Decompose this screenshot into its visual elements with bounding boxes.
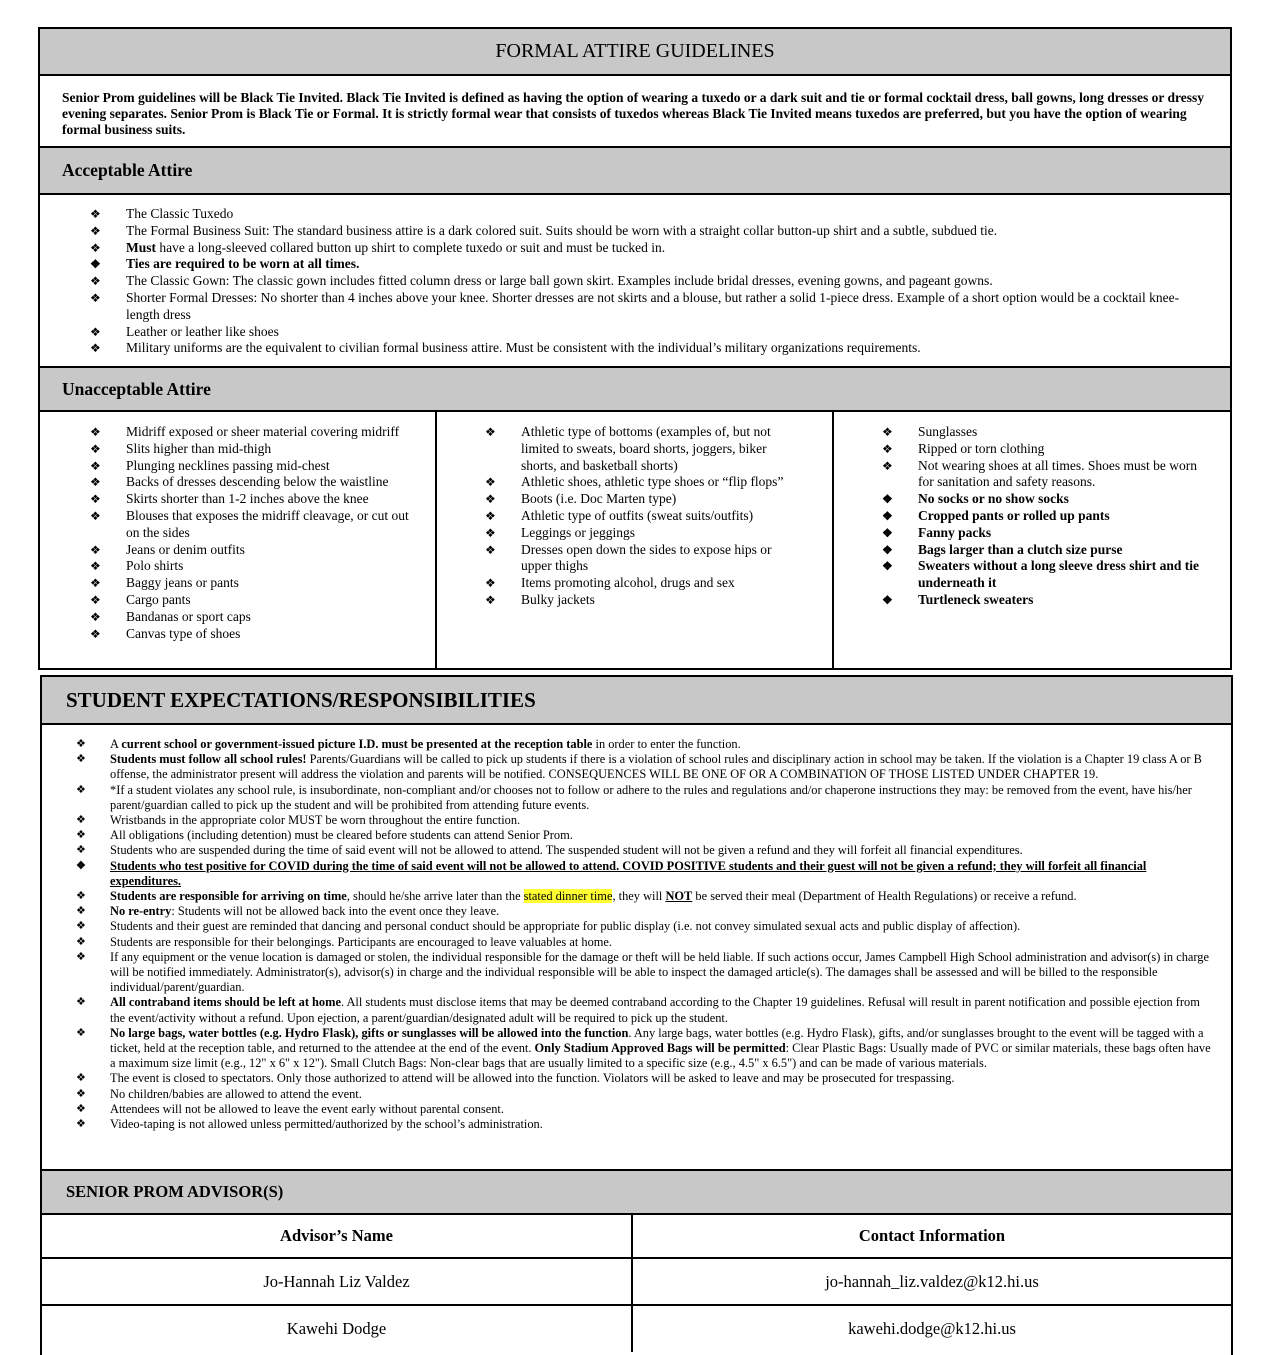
unacceptable-list-3 bbox=[918, 424, 1210, 609]
list-item: ❖ The Formal Business Suit: The standard business attire is a dark colored suit. Suits should be worn with a straight collar button-up shirt and a subtle, subdued tie. bbox=[126, 223, 1190, 240]
list-item: ❖ Midriff exposed or sheer material covering midriff bbox=[126, 424, 423, 441]
bold-text: No re-entry bbox=[110, 904, 172, 919]
list-item: ❖ *If a student violates any school rule, is insubordinate, non-compliant and/or chooses not to follow or adhere to the rules and regulations and/or chaperone instructions they may: be removed from the event, have his/her parent/guardian called to pick up the student and will be prohibited from attending future events. bbox=[110, 783, 1215, 813]
list-item: ❖ Canvas type of shoes bbox=[126, 626, 423, 643]
advisor-name: Kawehi Dodge bbox=[42, 1306, 633, 1352]
list-item: ❖ Turtleneck sweaters bbox=[918, 592, 1210, 609]
list-item: ❖ The Classic Tuxedo bbox=[126, 206, 1190, 223]
bold-text: Only Stadium Approved Bags will be permitted bbox=[534, 1041, 786, 1056]
unacceptable-attire-columns bbox=[40, 412, 1230, 670]
acceptable-attire-heading-text: Acceptable Attire bbox=[62, 160, 193, 180]
list-item: ❖ Slits higher than mid-thigh bbox=[126, 441, 423, 458]
list-item: ❖ Ripped or torn clothing bbox=[918, 441, 1210, 458]
list-item bbox=[110, 737, 1215, 752]
list-item: ❖ Wristbands in the appropriate color MUST be worn throughout the entire function. bbox=[110, 813, 1215, 828]
item-text: A bbox=[110, 737, 122, 751]
advisors-header-row bbox=[42, 1215, 1231, 1259]
list-item: ❖ Not wearing shoes at all times. Shoes must be worn for sanitation and safety reasons. bbox=[918, 458, 1210, 492]
expectations-section bbox=[42, 725, 1231, 1171]
bold-text: All contraband items should be left at home bbox=[110, 995, 341, 1010]
list-item: ❖ Students and their guest are reminded that dancing and personal conduct should be appropriate for public display (i.e. not convey simulated sexual acts and public display of affection). bbox=[110, 919, 1215, 934]
contact-info-header: Contact Information bbox=[858, 1226, 1006, 1245]
list-item: ❖ Dresses open down the sides to expose hips or upper thighs bbox=[521, 542, 786, 576]
list-item: ❖ Students who test positive for COVID during the time of said event will not be allowed to attend. COVID POSITIVE students and their guest will not be given a refund; they will forfeit all financial expenditures. bbox=[110, 859, 1215, 889]
list-item: ❖ Video-taping is not allowed unless permitted/authorized by the school’s administration. bbox=[110, 1117, 1215, 1132]
list-item: ❖ Shorter Formal Dresses: No shorter than 4 inches above your knee. Shorter dresses are not skirts and a blouse, but rather a solid 1-piece dress. Example of a short option would be a cocktail knee-length dress bbox=[126, 290, 1190, 324]
item-text: . Any large bags, water bottles (e.g. Hydro Flask), gifts, and/or sunglasses brought to the event will be tagged with a ticket, held at the reception table, and returned to the attendee at the end of the event. bbox=[110, 1025, 1204, 1056]
acceptable-attire-section bbox=[40, 195, 1230, 368]
list-item: ❖ Plunging necklines passing mid-chest bbox=[126, 458, 423, 475]
acceptable-attire-list bbox=[126, 206, 1190, 357]
list-item: ❖ The event is closed to spectators. Only those authorized to attend will be allowed into the function. Violators will be asked to leave and may be prosecuted for trespassing. bbox=[110, 1071, 1215, 1086]
list-item: ❖ Backs of dresses descending below the waistline bbox=[126, 474, 423, 491]
list-item: ❖ Leggings or jeggings bbox=[521, 525, 786, 542]
list-item: ❖ Bandanas or sport caps bbox=[126, 609, 423, 626]
item-text: . All students must disclose items that may be deemed contraband according to the Chapter 19 guidelines. Refusal will result in parent notification and possible ejection from the event/activity without a refund. Upon ejection, a parent/guardian/designated adult will be required to pick up the student. bbox=[110, 995, 1200, 1025]
bold-text: current school or government-issued picture I.D. must be presented at the reception table bbox=[121, 737, 593, 751]
student-expectations-table bbox=[40, 675, 1233, 1355]
list-item: ❖ Bags larger than a clutch size purse bbox=[918, 542, 1210, 559]
list-item: ❖ Cargo pants bbox=[126, 592, 423, 609]
unacceptable-column-1 bbox=[40, 412, 437, 670]
list-item: ❖ The Classic Gown: The classic gown includes fitted column dress or large ball gown skirt. Examples include bridal dresses, evening gowns, and pageant gowns. bbox=[126, 273, 1190, 290]
unacceptable-attire-heading-text: Unacceptable Attire bbox=[62, 378, 211, 399]
expectations-list bbox=[110, 737, 1215, 1132]
item-text: : Students will not be allowed back into the event once they leave. bbox=[171, 904, 500, 919]
highlighted-text: stated dinner time bbox=[523, 889, 613, 904]
list-item: ❖ No socks or no show socks bbox=[918, 491, 1210, 508]
bold-text: Students are responsible for arriving on time bbox=[110, 889, 347, 904]
list-item: ❖ Sweaters without a long sleeve dress shirt and tie underneath it bbox=[918, 558, 1210, 592]
list-item: ❖ Fanny packs bbox=[918, 525, 1210, 542]
list-item: ❖ Athletic type of bottoms (examples of, but not limited to sweats, board shorts, joggers, biker shorts, and basketball shorts) bbox=[521, 424, 786, 474]
list-item bbox=[110, 995, 1215, 1025]
list-item: ❖ Boots (i.e. Doc Marten type) bbox=[521, 491, 786, 508]
advisor-email-link[interactable]: jo-hannah_liz.valdez@k12.hi.us bbox=[825, 1271, 1039, 1291]
list-item bbox=[110, 904, 1215, 919]
list-item: ❖ If any equipment or the venue location is damaged or stolen, the individual responsible for the damage or theft will be held liable. If such actions occur, James Campbell High School administration and advisor(s) in charge will be notified immediately. Administrator(s), advisor(s) in charge and the individual responsible will be able to inspect the damaged article(s). The damages shall be assessed and will be billed to the responsible individual/parent/guardian. bbox=[110, 950, 1215, 996]
list-item: ❖ Ties are required to be worn at all times. bbox=[126, 256, 1190, 273]
list-item: ❖ Jeans or denim outfits bbox=[126, 542, 423, 559]
list-item: ❖ Athletic type of outfits (sweat suits/outfits) bbox=[521, 508, 786, 525]
list-item: ❖ Attendees will not be allowed to leave the event early without parental consent. bbox=[110, 1102, 1215, 1117]
list-item: ❖ Bulky jackets bbox=[521, 592, 786, 609]
item-text: be served their meal (Department of Health Regulations) or receive a refund. bbox=[692, 889, 1077, 904]
formal-attire-table bbox=[38, 27, 1232, 670]
expectations-title-text: STUDENT EXPECTATIONS/RESPONSIBILITIES bbox=[66, 687, 536, 712]
item-text: , should he/she arrive later than the bbox=[346, 889, 524, 904]
list-item: ❖ Skirts shorter than 1-2 inches above the knee bbox=[126, 491, 423, 508]
list-item bbox=[126, 240, 1190, 257]
list-item-text: have a long-sleeved collared button up shirt to complete tuxedo or suit and must be tucked in. bbox=[156, 239, 666, 255]
list-item: ❖ Blouses that exposes the midriff cleavage, or cut out on the sides bbox=[126, 508, 423, 542]
list-item bbox=[110, 752, 1215, 782]
table-row bbox=[42, 1259, 1231, 1306]
list-item: ❖ No children/babies are allowed to attend the event. bbox=[110, 1087, 1215, 1102]
unacceptable-list-1 bbox=[126, 424, 423, 642]
list-item: ❖ Leather or leather like shoes bbox=[126, 324, 1190, 341]
list-item: ❖ Cropped pants or rolled up pants bbox=[918, 508, 1210, 525]
unacceptable-column-3 bbox=[834, 412, 1230, 670]
unacceptable-list-2 bbox=[521, 424, 786, 609]
list-item: ❖ Items promoting alcohol, drugs and sex bbox=[521, 575, 786, 592]
item-text: Parents/Guardians will be called to pick up students if there is a violation of school rules and disciplinary action in school may be taken. If the violation is a Chapter 19 class A or B offense, the administrator present will address the violation and parents will be notified. CONSEQUENCES WILL BE ONE OF OR A COMBINATION OF THOSE LISTED UNDER CHAPTER 19. bbox=[110, 752, 1202, 782]
bold-text: No large bags, water bottles (e.g. Hydro Flask), gifts or sunglasses will be allowed into the function bbox=[110, 1025, 629, 1040]
list-item: ❖ Baggy jeans or pants bbox=[126, 575, 423, 592]
table-row bbox=[42, 1306, 1231, 1352]
list-item: ❖ Military uniforms are the equivalent to civilian formal business attire. Must be consistent with the individual’s military organizations requirements. bbox=[126, 340, 1190, 357]
item-text: : Clear Plastic Bags: Usually made of PVC or similar materials, these bags often have a maximum size limit (e.g., 12" x 6" x 12"). Small Clutch Bags: Non-clear bags that are usually limited to a specific size (e.g., 4.5" x 6.5") and can be made of various materials. bbox=[110, 1041, 1211, 1071]
list-item bbox=[110, 1026, 1215, 1072]
acceptable-attire-heading bbox=[40, 148, 1230, 195]
unacceptable-attire-heading bbox=[40, 368, 1230, 412]
item-text: in order to enter the function. bbox=[592, 737, 741, 751]
list-item: ❖ Athletic shoes, athletic type shoes or “flip flops” bbox=[521, 474, 786, 491]
list-item: ❖ All obligations (including detention) must be cleared before students can attend Senior Prom. bbox=[110, 828, 1215, 843]
list-item: ❖ Students who are suspended during the time of said event will not be allowed to attend. The suspended student will not be given a refund and they will forfeit all financial expenditures. bbox=[110, 843, 1215, 858]
bold-underline-text: NOT bbox=[665, 889, 693, 904]
advisors-heading-text: SENIOR PROM ADVISOR(S) bbox=[66, 1182, 284, 1201]
formal-attire-title-text: FORMAL ATTIRE GUIDELINES bbox=[495, 40, 775, 62]
list-item bbox=[110, 889, 1215, 904]
list-item: ❖ Students are responsible for their belongings. Participants are encouraged to leave valuables at home. bbox=[110, 935, 1215, 950]
formal-attire-title bbox=[40, 29, 1230, 76]
expectations-title bbox=[42, 677, 1231, 725]
advisor-name: Jo-Hannah Liz Valdez bbox=[42, 1259, 633, 1304]
bold-text: Must bbox=[126, 239, 156, 255]
list-item: ❖ Polo shirts bbox=[126, 558, 423, 575]
item-text: , they will bbox=[612, 889, 666, 904]
unacceptable-column-2 bbox=[437, 412, 834, 670]
advisors-heading bbox=[42, 1171, 1231, 1215]
list-item: ❖ Sunglasses bbox=[918, 424, 1210, 441]
bold-text: Students must follow all school rules! bbox=[110, 752, 307, 767]
formal-attire-intro: Senior Prom guidelines will be Black Tie Invited. Black Tie Invited is defined as having the option of wearing a tuxedo or a dark suit and tie or formal cocktail dress, ball gowns, long dresses or dressy evening separates. Senior Prom is Black Tie or Formal. It is strictly formal wear that consists of tuxedos whereas Black Tie Invited means tuxedos are preferred, but you have the option of wearing formal business suits. bbox=[40, 76, 1230, 148]
advisor-email-link[interactable]: kawehi.dodge@k12.hi.us bbox=[848, 1319, 1016, 1338]
advisor-name-header: Advisor’s Name bbox=[42, 1215, 633, 1257]
